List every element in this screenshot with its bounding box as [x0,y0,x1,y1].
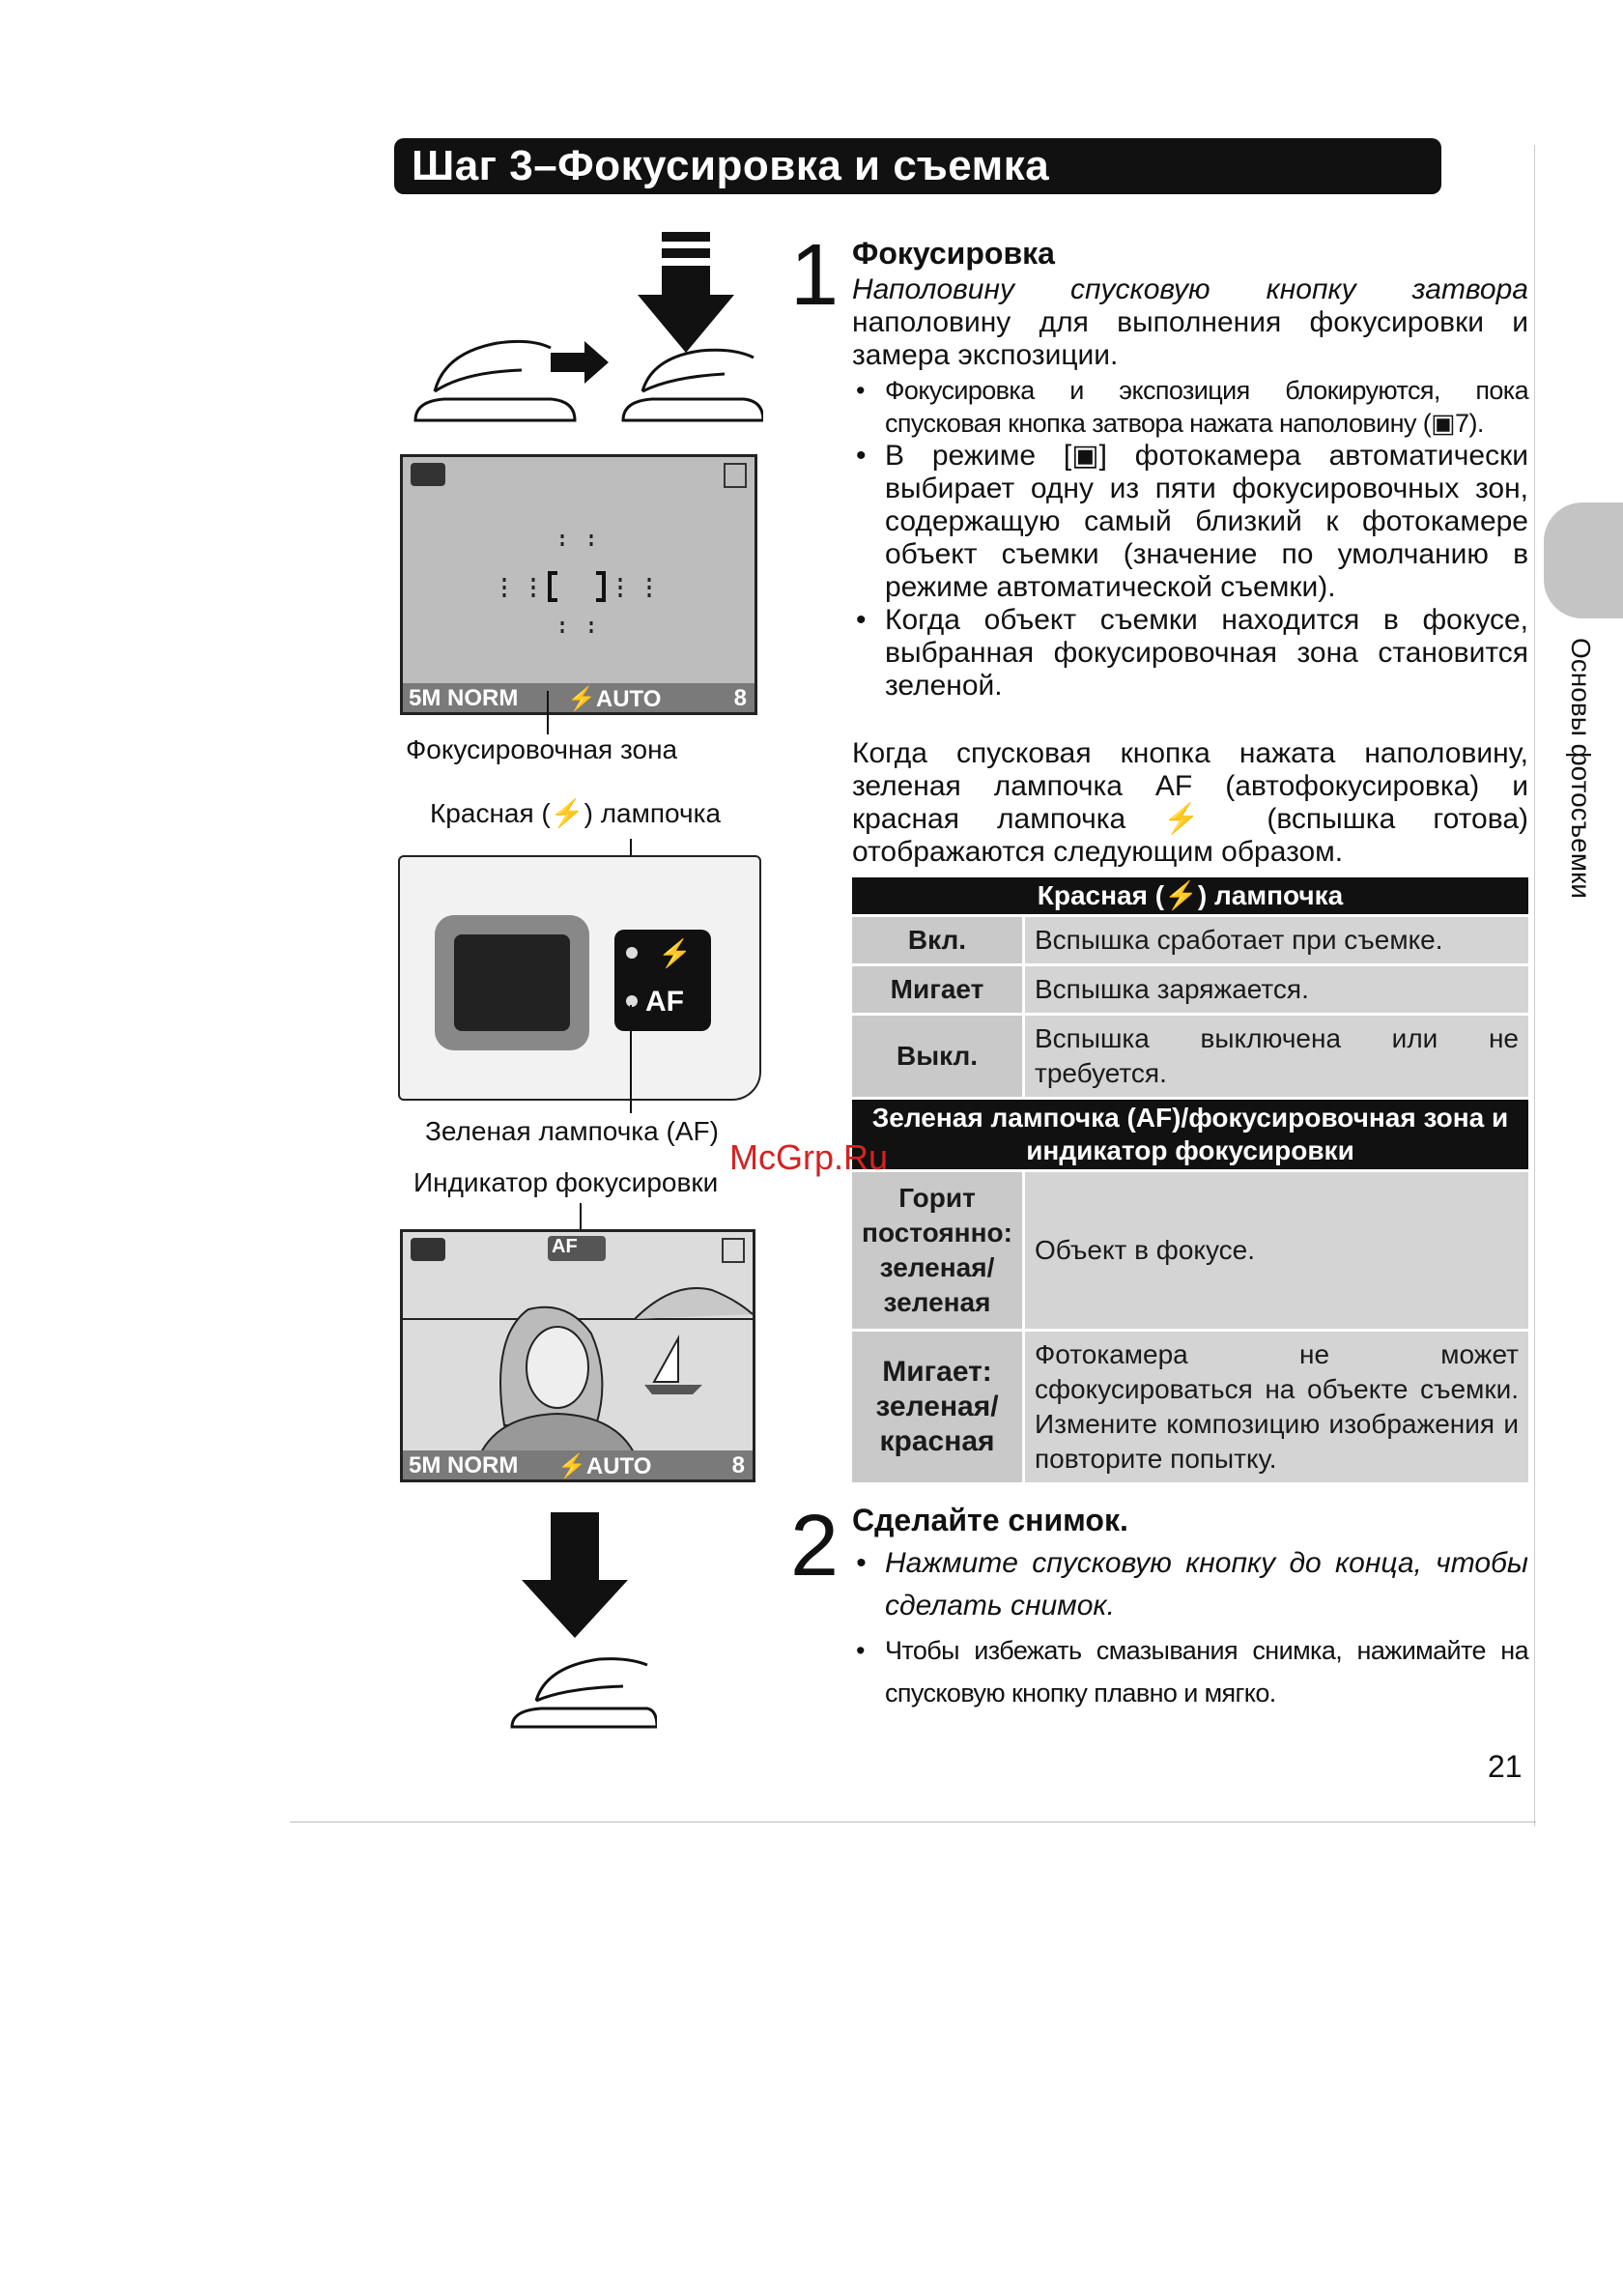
step-1-heading: Фокусировка [852,236,1055,271]
step-2-bullets [852,1542,1528,1714]
chapter-side-text: Основы фотосъемки [1566,638,1596,899]
exposures-remaining: 8 [733,685,747,711]
flash-mode-label: ⚡AUTO [557,1453,652,1479]
table-row [852,1171,1528,1331]
lcd-status-bar [403,1450,753,1479]
step-1-intro [852,273,1528,372]
step-1-bullet: • В режиме [▣] фотокамера автоматически выбирает одну из пяти фокусировочных зон, содержащую самый близкий к фотокамере объект съемки (значение по умолчанию в режиме автоматической съемки). [852,440,1528,604]
red-lamp-table-header: Красная (⚡) лампочка [852,877,1528,916]
af-indicator-label: AF [552,1236,578,1257]
lamp-tables [852,877,1528,1485]
right-margin-line [1534,145,1535,1826]
focus-indicator-caption: Индикатор фокусировки [413,1167,719,1197]
focus-indicator-badge [548,1236,606,1261]
camera-back-lamps [398,855,761,1101]
image-size-label: 5M NORM [409,685,519,711]
table-key: Выкл. [852,1015,1024,1099]
watermark: McGrp.Ru [729,1137,889,1177]
step-2-bullet: • Нажмите спусковую кнопку до конца, чтобы сделать снимок. [852,1542,1528,1627]
table-row [852,916,1528,965]
af-lamp-label: AF [645,986,684,1018]
red-lamp-table [852,877,1528,1485]
table-value: Вспышка выключена или не требуется. [1024,1015,1529,1099]
lcd-focus-zone-screen [400,454,757,715]
step-1-number: 1 [790,227,840,324]
flash-mode-label: ⚡AUTO [567,686,662,712]
table-key: Горит постоянно: зеленая/ зеленая [852,1171,1024,1331]
step-2-content [852,1503,1528,1714]
focus-zone-brackets [495,525,669,650]
step-1-content [852,236,1528,869]
camera-mode-icon [411,1238,445,1261]
focus-zone-pointer [547,691,549,734]
exposures-remaining: 8 [731,1452,745,1478]
step-1-bullet: • Фокусировка и экспозиция блокируются, пока спусковая кнопка затвора нажата наполовину (▣7). [852,374,1528,440]
focus-zone-caption: Фокусировочная зона [406,734,678,764]
table-key: Мигает: зеленая/ красная [852,1331,1024,1484]
page-title: Шаг 3–Фокусировка и съемка [394,138,1441,194]
step-1-intro-italic: Наполовину спусковую кнопку затвора [852,273,1528,305]
chapter-tab [1544,502,1623,618]
table-row [852,1331,1528,1484]
green-lamp-table-header: Зеленая лампочка (AF)/фокусировочная зона и индикатор фокусировки [852,1099,1528,1171]
table-row [852,965,1528,1015]
step-2-heading: Сделайте снимок. [852,1503,1128,1537]
chapter-side-label [1565,638,1604,928]
memory-icon [722,1238,745,1263]
page-number: 21 [1488,1749,1523,1784]
lamp-panel [614,930,711,1031]
half-press-illustration [406,227,763,445]
lamp-paragraph: Когда спусковая кнопка нажата наполовину, зеленая лампочка AF (автофокусировка) и красная лампочка ⚡ (вспышка готова) отображаются следующим образом. [852,737,1528,868]
step-1-intro-rest: наполовину для выполнения фокусировки и замера экспозиции. [852,306,1528,371]
portrait-scene [403,1261,753,1454]
memory-icon [724,463,747,488]
viewfinder [435,915,589,1050]
table-value: Вспышка заряжается. [1024,965,1529,1015]
table-value: Объект в фокусе. [1024,1171,1529,1331]
green-lamp-pointer [630,1005,632,1113]
green-lamp-caption: Зеленая лампочка (AF) [425,1116,719,1146]
step-2-bullet: • Чтобы избежать смазывания снимка, нажимайте на спусковую кнопку плавно и мягко. [852,1629,1528,1714]
table-value: Фотокамера не может сфокусироваться на объекте съемки. Измените композицию изображения и повторите попытку. [1024,1331,1529,1484]
lcd-status-bar [403,683,755,712]
flash-lamp-icon: ⚡ [658,938,692,968]
step-1-bullets [852,374,1528,703]
lcd-portrait-screen [400,1229,755,1482]
table-value: Вспышка сработает при съемке. [1024,916,1529,965]
table-key: Мигает [852,965,1024,1015]
step-1-bullet: • Когда объект съемки находится в фокусе, выбранная фокусировочная зона становится зеленой. [852,604,1528,703]
red-lamp-caption: Красная (⚡) лампочка [430,798,722,828]
table-row [852,1015,1528,1099]
step-2-number: 2 [790,1498,840,1594]
image-size-label: 5M NORM [409,1452,519,1478]
full-press-illustration [502,1512,657,1730]
table-key: Вкл. [852,916,1024,965]
camera-mode-icon [411,463,445,486]
